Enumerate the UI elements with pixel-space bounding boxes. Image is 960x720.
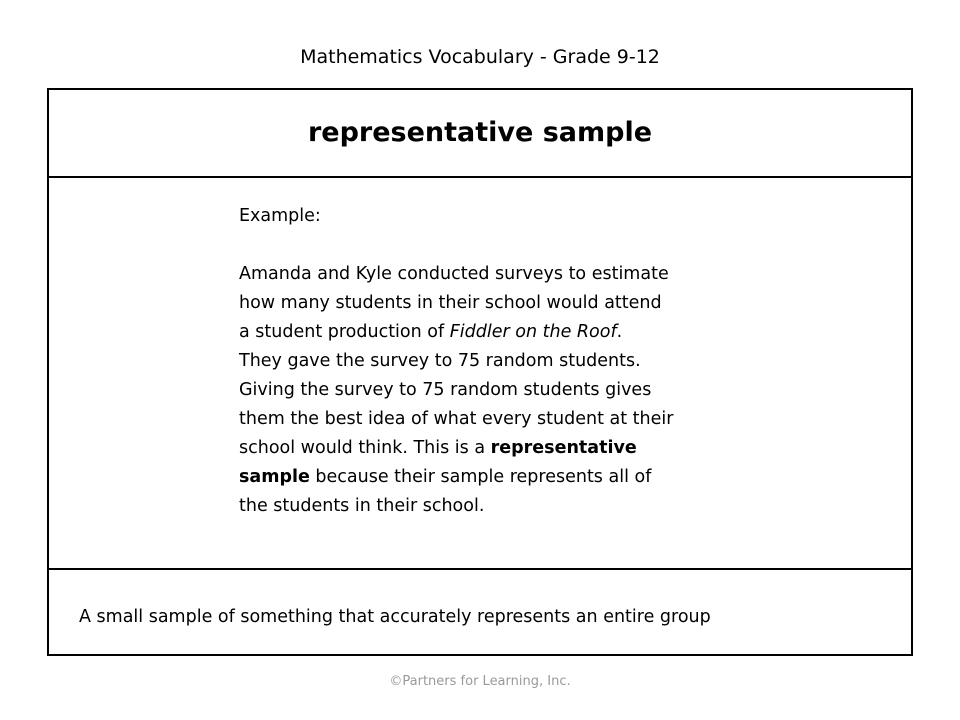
example-section [49,178,911,570]
example-text [239,202,739,521]
definition-section [49,570,911,654]
example-line-3-start: a student production of [239,322,450,342]
example-line-3 [239,318,739,347]
page-title: Mathematics Vocabulary - Grade 9-12 [300,46,660,68]
term-section [49,90,911,178]
definition-text: A small sample of something that accurately represents an entire group [79,607,711,627]
copyright-footer: ©Partners for Learning, Inc. [389,674,571,689]
example-line-6: them the best idea of what every student at their [239,409,674,429]
vocabulary-card [47,88,913,656]
term-highlight-2: sample [239,467,310,487]
example-line-1: Amanda and Kyle conducted surveys to estimate [239,264,669,284]
example-line-3-end: . [616,322,623,342]
term-heading: representative sample [307,117,653,148]
example-line-5: Giving the survey to 75 random students gives [239,380,652,400]
example-line-8 [239,463,739,492]
play-title: Fiddler on the Roof [449,322,617,342]
example-line-7 [239,434,739,463]
term-highlight-1: representative [490,438,637,458]
example-label: Example: [239,206,321,226]
example-line-7-start: school would think. This is a [239,438,491,458]
example-line-2: how many students in their school would attend [239,293,662,313]
example-line-4: They gave the survey to 75 random students. [239,351,641,371]
example-line-8-end: because their sample represents all of [309,467,652,487]
example-line-9: the students in their school. [239,496,485,516]
